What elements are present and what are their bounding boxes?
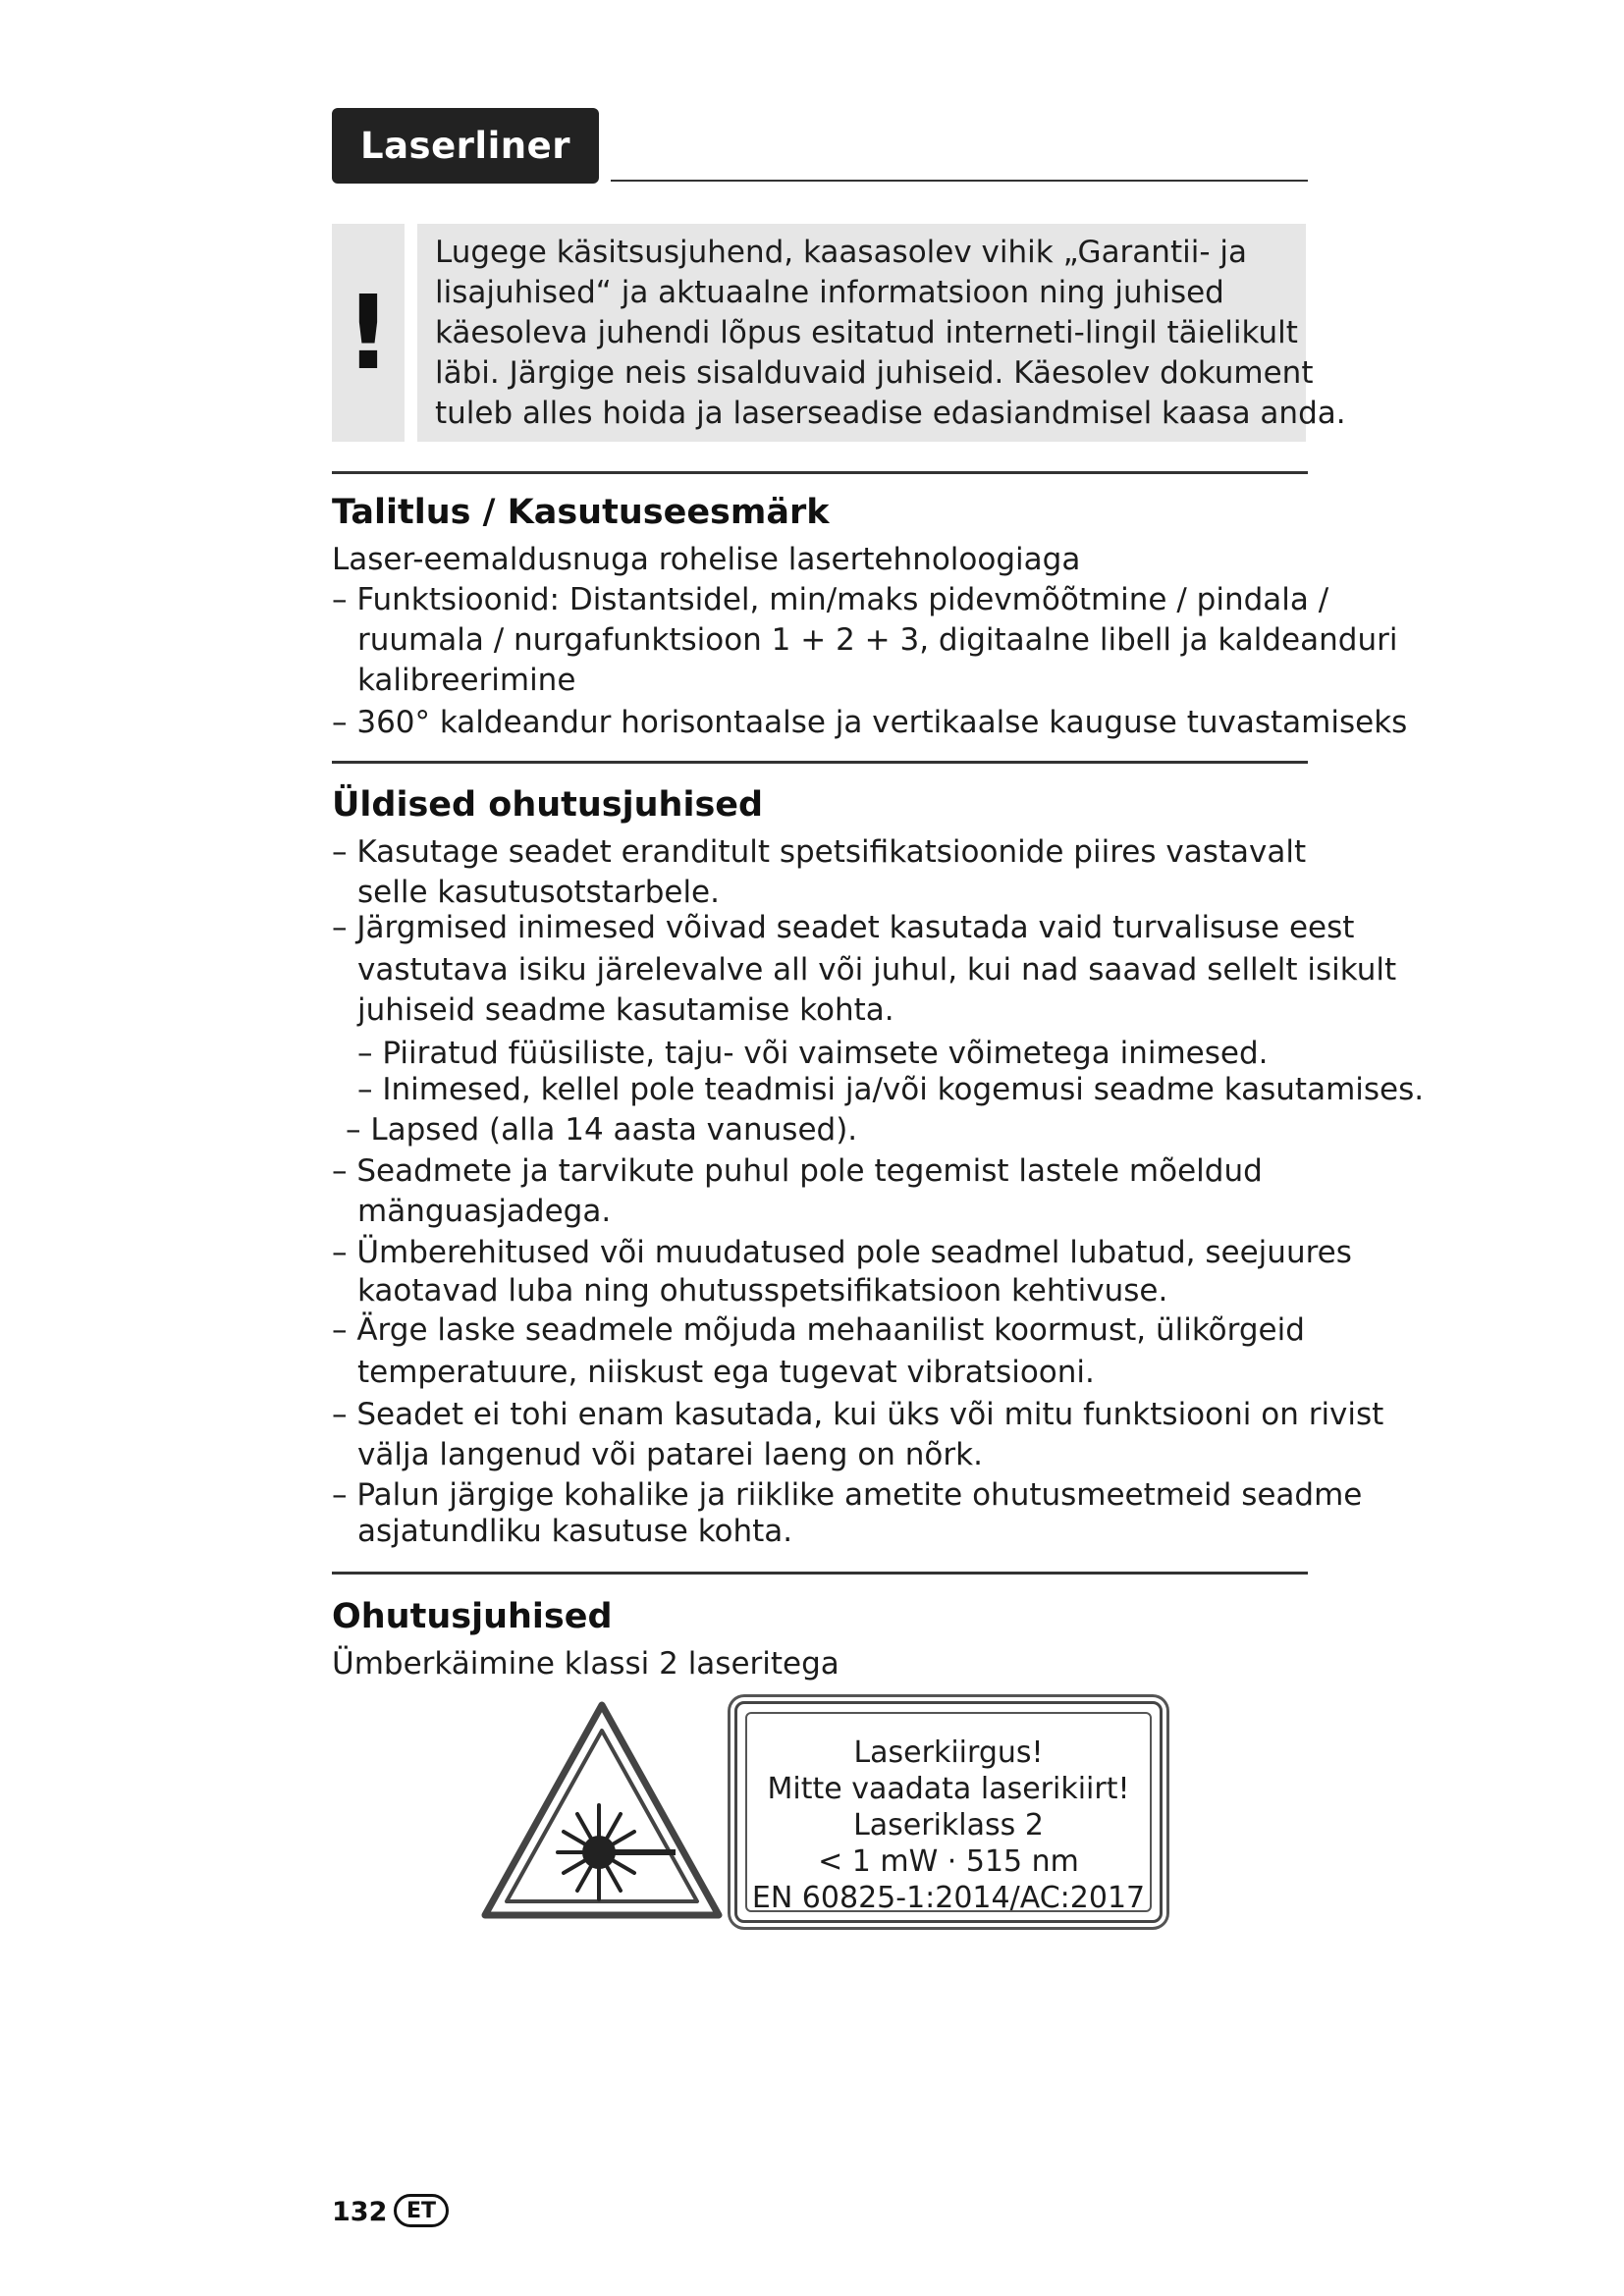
notice-line: Lugege käsitsusjuhend, kaasasolev vihik „Garantii- ja: [435, 235, 1247, 270]
general-line: – Seadmete ja tarvikute puhul pole tegemist lastele mõeldud: [332, 1153, 1263, 1189]
general-line: kaotavad luba ning ohutusspetsifikatsioon kehtivuse.: [357, 1273, 1168, 1308]
page-number: 132: [332, 2197, 388, 2227]
notice-line: käesoleva juhendi lõpus esitatud interneti-lingil täielikult: [435, 315, 1298, 350]
function-line: kalibreerimine: [357, 663, 576, 698]
general-line: mänguasjadega.: [357, 1194, 612, 1229]
general-line: – Kasutage seadet eranditult spetsifikatsioonide piires vastavalt: [332, 834, 1307, 870]
laser-warning-label: [734, 1701, 1163, 1923]
function-line: Laser-eemaldusnuga rohelise lasertehnoloogiaga: [332, 542, 1081, 577]
general-line: – Seadet ei tohi enam kasutada, kui üks või mitu funktsiooni on rivist: [332, 1397, 1384, 1432]
notice-line: läbi. Järgige neis sisalduvaid juhiseid. Käesolev dokument: [435, 355, 1314, 391]
label-line: Laseriklass 2: [853, 1808, 1044, 1842]
general-line: juhiseid seadme kasutamise kohta.: [357, 992, 894, 1028]
general-line: – Piiratud füüsiliste, taju- või vaimsete võimetega inimesed.: [357, 1036, 1269, 1071]
header-rule: [611, 180, 1308, 182]
general-line: – Inimesed, kellel pole teadmisi ja/või kogemusi seadme kasutamises.: [357, 1072, 1425, 1107]
general-line: – Järgmised inimesed võivad seadet kasutada vaid turvalisuse eest: [332, 910, 1355, 945]
general-line: – Ümberehitused või muudatused pole seadmel lubatud, seejuures: [332, 1235, 1352, 1270]
label-line: < 1 mW · 515 nm: [818, 1844, 1079, 1879]
laser-warning-icon: [479, 1697, 725, 1923]
function-line: ruumala / nurgafunktsioon 1 + 2 + 3, digitaalne libell ja kaldeanduri: [357, 622, 1398, 658]
label-line: Laserkiirgus!: [853, 1735, 1044, 1770]
general-line: temperatuure, niiskust ega tugevat vibratsiooni.: [357, 1355, 1095, 1390]
label-line: EN 60825-1:2014/AC:2017: [751, 1881, 1146, 1915]
heading-safety: Ohutusjuhised: [332, 1597, 613, 1636]
exclamation-icon: !: [332, 224, 405, 442]
general-line: asjatundliku kasutuse kohta.: [357, 1514, 793, 1549]
heading-function: Talitlus / Kasutuseesmärk: [332, 493, 830, 532]
label-line: Mitte vaadata laserikiirt!: [767, 1772, 1130, 1806]
section-divider: [332, 471, 1308, 474]
general-line: selle kasutusotstarbele.: [357, 875, 720, 910]
general-line: – Ärge laske seadmele mõjuda mehaanilist koormust, ülikõrgeid: [332, 1312, 1305, 1348]
notice-line: tuleb alles hoida ja laserseadise edasiandmisel kaasa anda.: [435, 396, 1346, 431]
section-divider: [332, 761, 1308, 764]
brand-logo: Laserliner: [332, 108, 599, 184]
function-line: – Funktsioonid: Distantsidel, min/maks pidevmõõtmine / pindala /: [332, 582, 1329, 617]
notice-box: [417, 224, 1346, 442]
general-line: välja langenud või patarei laeng on nõrk.: [357, 1437, 983, 1472]
general-line: – Lapsed (alla 14 aasta vanused).: [346, 1112, 858, 1148]
heading-general-safety: Üldised ohutusjuhised: [332, 785, 764, 825]
general-line: vastutava isiku järelevalve all või juhul, kui nad saavad sellelt isikult: [357, 952, 1397, 988]
notice-line: lisajuhised“ ja aktuaalne informatsioon ning juhised: [435, 275, 1224, 310]
section-divider: [332, 1572, 1308, 1575]
general-line: – Palun järgige kohalike ja riiklike ametite ohutusmeetmeid seadme: [332, 1477, 1363, 1513]
safety-subheading: Ümberkäimine klassi 2 laseritega: [332, 1646, 839, 1682]
language-badge: ET: [394, 2194, 449, 2227]
function-line: – 360° kaldeandur horisontaalse ja vertikaalse kauguse tuvastamiseks: [332, 705, 1408, 740]
